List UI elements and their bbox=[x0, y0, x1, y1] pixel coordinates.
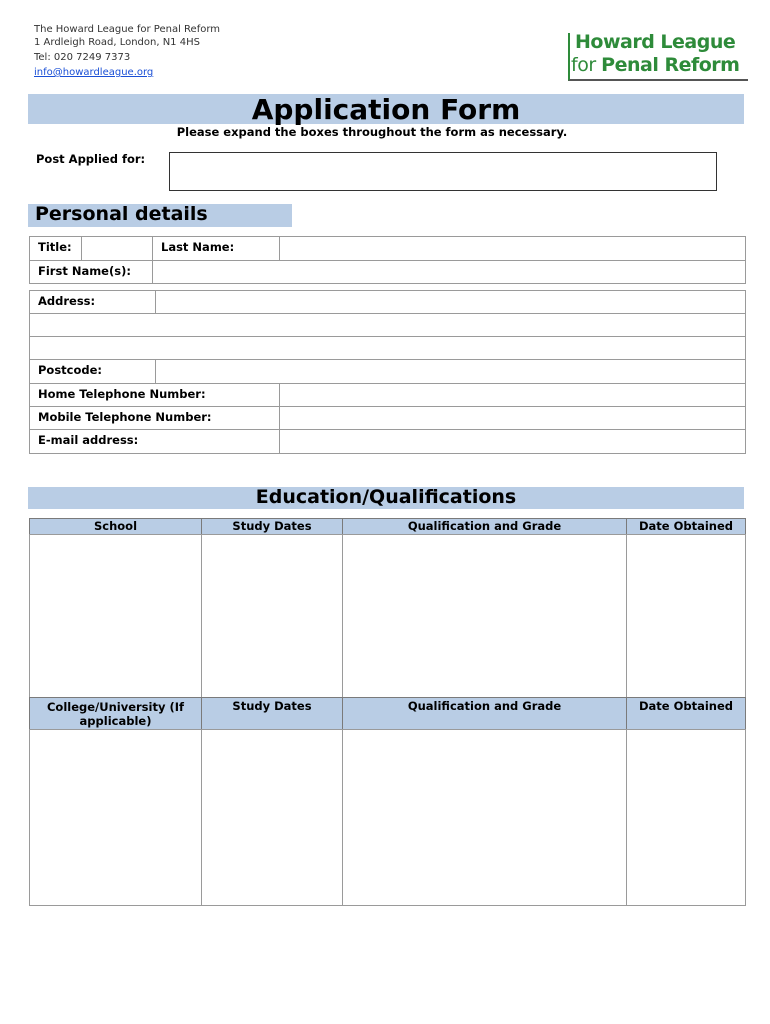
form-instructions: Please expand the boxes throughout the form as necessary. bbox=[176, 125, 568, 139]
home-phone-label-cell: Home Telephone Number: bbox=[29, 383, 280, 407]
address-field-line2[interactable] bbox=[29, 313, 746, 337]
mobile-phone-field[interactable] bbox=[279, 406, 746, 430]
personal-details-bar bbox=[28, 204, 292, 227]
school-qualification-header: Qualification and Grade bbox=[342, 518, 627, 535]
logo-line2: for Penal Reform bbox=[571, 54, 740, 76]
college-date-obtained-header: Date Obtained bbox=[626, 697, 746, 730]
title-field[interactable] bbox=[81, 236, 153, 261]
howard-league-logo bbox=[568, 33, 748, 81]
org-email bbox=[34, 66, 153, 79]
college-qualification-field[interactable] bbox=[342, 729, 627, 906]
school-study-dates-header: Study Dates bbox=[201, 518, 343, 535]
post-applied-label: Post Applied for: bbox=[36, 152, 146, 166]
college-study-dates-field[interactable] bbox=[201, 729, 343, 906]
education-heading: Education/Qualifications bbox=[255, 486, 517, 508]
address-label-cell: Address: bbox=[29, 290, 156, 314]
personal-details-heading: Personal details bbox=[35, 203, 208, 225]
college-study-dates-header: Study Dates bbox=[201, 697, 343, 730]
college-date-obtained-field[interactable] bbox=[626, 729, 746, 906]
home-phone-field[interactable] bbox=[279, 383, 746, 407]
address-field-line3[interactable] bbox=[29, 336, 746, 360]
page-title: Application Form bbox=[251, 93, 521, 126]
postcode-label-cell: Postcode: bbox=[29, 359, 156, 384]
title-bar bbox=[28, 94, 744, 124]
post-applied-field[interactable] bbox=[169, 152, 717, 191]
school-header: School bbox=[29, 518, 202, 535]
college-qualification-header: Qualification and Grade bbox=[342, 697, 627, 730]
school-field[interactable] bbox=[29, 534, 202, 698]
college-header: College/University (If applicable) bbox=[29, 697, 202, 730]
title-label-cell: Title: bbox=[29, 236, 82, 261]
last-name-label-cell: Last Name: bbox=[152, 236, 280, 261]
last-name-field[interactable] bbox=[279, 236, 746, 261]
org-address: 1 Ardleigh Road, London, N1 4HS bbox=[34, 37, 200, 48]
school-study-dates-field[interactable] bbox=[201, 534, 343, 698]
education-bar bbox=[28, 487, 744, 509]
school-qualification-field[interactable] bbox=[342, 534, 627, 698]
email-link[interactable]: info@howardleague.org bbox=[34, 67, 154, 78]
logo-line1: Howard League bbox=[575, 31, 736, 53]
first-name-field[interactable] bbox=[152, 260, 746, 284]
first-name-label-cell: First Name(s): bbox=[29, 260, 153, 284]
email-label-cell: E-mail address: bbox=[29, 429, 280, 454]
email-field[interactable] bbox=[279, 429, 746, 454]
address-field-line1[interactable] bbox=[155, 290, 746, 314]
org-name: The Howard League for Penal Reform bbox=[34, 24, 221, 35]
org-phone: Tel: 020 7249 7373 bbox=[34, 52, 131, 63]
mobile-phone-label-cell: Mobile Telephone Number: bbox=[29, 406, 280, 430]
college-field[interactable] bbox=[29, 729, 202, 906]
school-date-obtained-header: Date Obtained bbox=[626, 518, 746, 535]
postcode-field[interactable] bbox=[155, 359, 746, 384]
school-date-obtained-field[interactable] bbox=[626, 534, 746, 698]
